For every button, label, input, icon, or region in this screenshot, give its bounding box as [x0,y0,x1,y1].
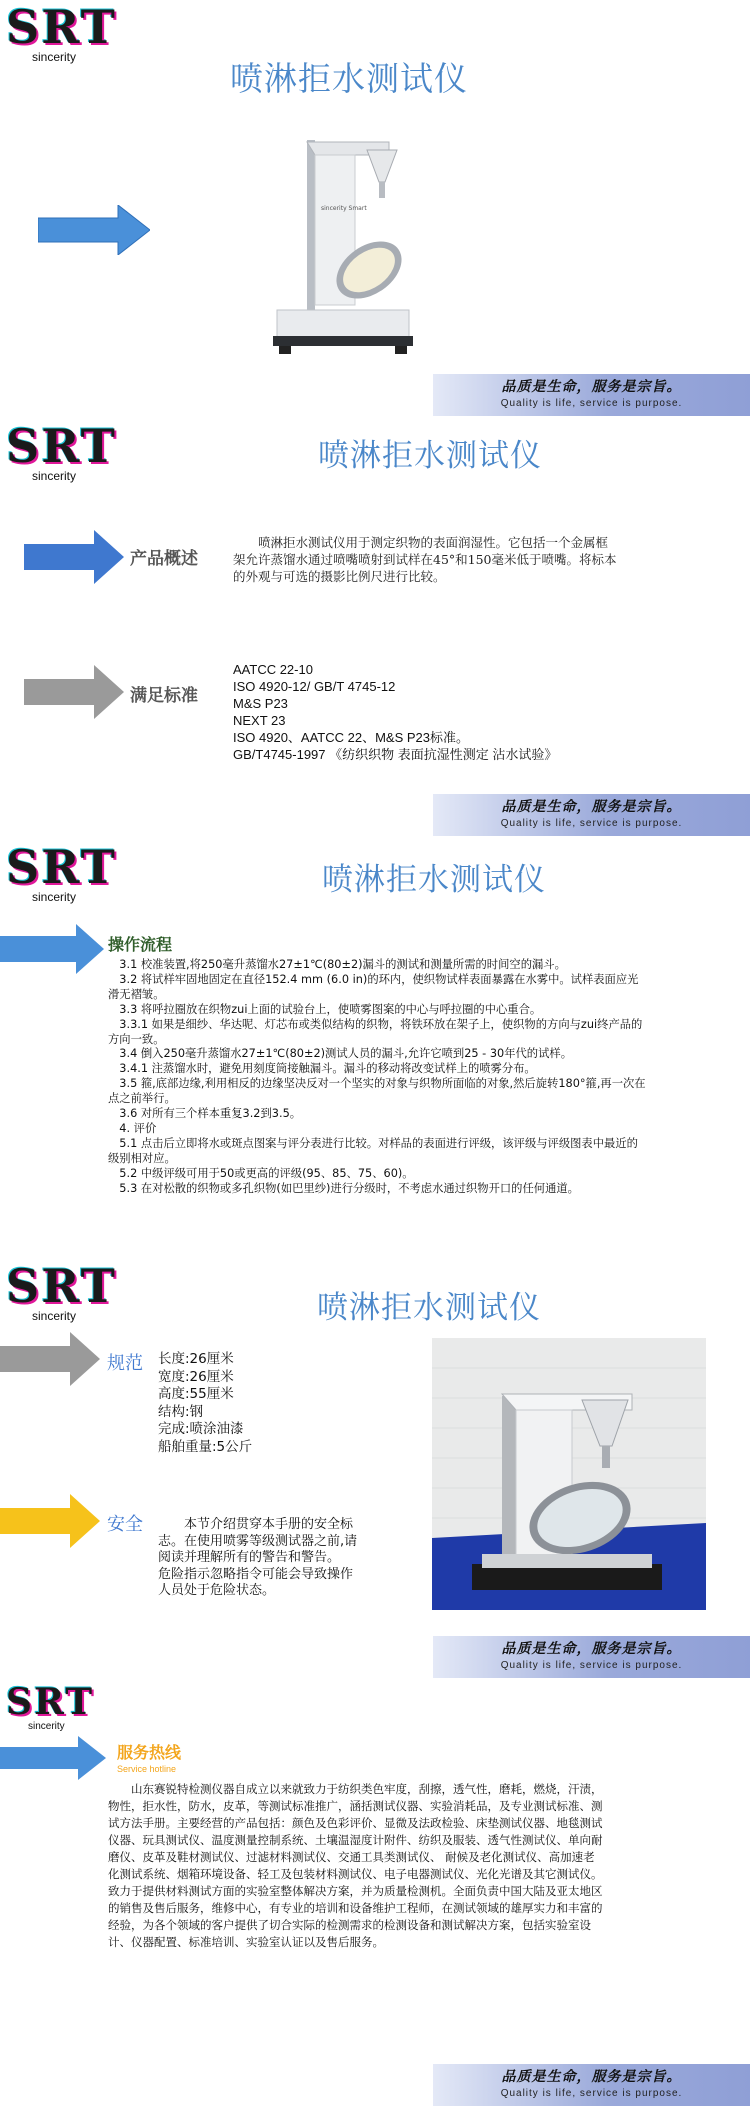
logo-sub: sincerity [32,890,77,904]
section-process [0,840,750,1260]
process-label: 操作流程 [108,935,173,954]
process-text: 3.1 校准装置,将250毫升蒸馏水27±1℃(80±2)漏斗的测试和测量所需的时间空的漏斗。 3.2 将试样牢固地固定在直径152.4 mm (6.0 in)的环内，使织物试样表面暴露在水雾中。试样表面应光滑无褶皱。 3.3 将呼拉圈放在织物zui上面的试验台上，使喷雾图案的中心与呼拉圈的中心重合。 3.3.1 如果是细纱、华达呢、灯芯布或类似结构的织物，将铁环放在架子上，使织物的方向与zui终产品的方向一致。 3.4 倒入250毫升蒸馏水27±1℃(80±2)测试人员的漏斗,允许它喷到25 - 30年代的试样。 3.4.1 注蒸馏水时，避免用刻度筒接触漏斗。漏斗的移动将改变试样上的喷雾分布。 3.5 箍,底部边缘,利用相反的边缘坚决反对一个坚实的对象与织物所面临的对象,然后旋转180°箍,再一次在点之前举行。 3.6 对所有三个样本重复3.2到3.5。 4. 评价 5.1 点击后立即将水或斑点图案与评分表进行比较。对样品的表面进行评级，该评级与评级图表中最近的级别相对应。 5.2 中级评级可用于50或更高的评级(95、85、75、60)。 5.3 在对松散的织物或多孔织物(如巴里纱)进行分级时，不考虑水通过织物开口的任何通道。 [108,958,646,1195]
overview-text: 喷淋拒水测试仪用于测定织物的表面润湿性。它包括一个金属框架允许蒸馏水通过喷嘴喷射到试样在45°和150毫米低于喷嘴。将标本的外观与可选的摄影比例尺进行比较。 [233,535,617,584]
slogan-en: Quality is life, service is purpose. [500,398,683,409]
standard-item: NEXT 23 [233,713,286,728]
logo-sub: sincerity [28,1721,65,1732]
svg-text:sincerity Smart: sincerity Smart [321,205,367,212]
hotline-en: Service hotline [117,1764,177,1774]
logo-letters: SRT [6,840,117,894]
arrow-right-icon [0,1736,106,1780]
arrow-right-icon [0,1332,100,1386]
slogan-cn: 品质是生命，服务是宗旨。 [501,379,682,395]
spec-item: 宽度:26厘米 [158,1368,234,1385]
section-overview [0,420,750,840]
arrow-right-icon [38,205,150,255]
slogan-banner [433,1636,750,1678]
logo-sub: sincerity [32,469,77,483]
overview-label: 产品概述 [130,549,198,569]
spec-label: 规范 [107,1353,143,1374]
slogan-en: Quality is life, service is purpose. [500,1660,683,1671]
logo-letters: SRT [6,1681,95,1723]
spec-list [158,1351,252,1457]
standard-item: ISO 4920、AATCC 22、M&S P23标准。 [233,730,470,745]
section-hotline [0,1680,750,2109]
arrow-right-icon [0,924,104,974]
standards-list [233,661,653,763]
page-title: 喷淋拒水测试仪 [317,1290,541,1326]
slogan-banner [433,794,750,836]
arrow-right-icon [24,530,124,584]
slogan-cn: 品质是生命，服务是宗旨。 [501,799,682,815]
slogan-cn: 品质是生命，服务是宗旨。 [501,1641,682,1657]
company-text: 山东赛锐特检测仪器自成立以来就致力于纺织类色牢度，刮擦，透气性，磨耗，燃烧，汗渍，物性，拒水性，防水，皮革，等测试标准推广，涵括测试仪器、实验消耗品，及专业测试标准、测试方法手册。主要经营的产品包括：颜色及色彩评价、显微及法政检验、床垫测试仪器、地毯测试仪器、玩具测试仪、温度测量控制系统、土壤温湿度计附件、纺织及服装、透气性测试仪、单向耐磨仪、皮革及鞋材测试仪、过滤材料测试仪、交通工具类测试仪、 耐候及老化测试仪、高加速老化测试系统、烟箱环境设备、轻工及包装材料测试仪、电子电器测试仪、光化光谱及其它测试仪。致力于提供材料测试方面的实验室整体解决方案，并为质量检测机。全面负责中国大陆及亚太地区的销售及售后服务，维修中心，有专业的培训和设备维护工程师，在测试领域的雄厚实力和丰富的经验，为各个领域的客户提供了切合实际的检测需求的检测设备和测试解决方案，包括实验室设计、仪器配置、标准培训、实验室认证以及售后服务。 [108,1782,603,1949]
logo [6,1259,117,1323]
spray-tester-illustration [249,120,431,360]
product-image [249,120,431,360]
spec-item: 长度:26厘米 [158,1351,234,1367]
page-title: 喷淋拒水测试仪 [318,438,542,474]
section-hero [0,0,750,420]
slogan-en: Quality is life, service is purpose. [500,818,683,829]
logo [6,419,117,483]
slogan-banner [433,374,750,416]
standard-item: AATCC 22-10 [233,662,313,677]
logo-sub: sincerity [32,1309,77,1323]
standard-item: ISO 4920-12/ GB/T 4745-12 [233,679,396,694]
section-specs [0,1260,750,1680]
standard-item: GB/T4745-1997 《纺织织物 表面抗湿性测定 沾水试验》 [233,747,558,762]
logo-sub: sincerity [32,50,77,64]
arrow-right-icon [0,1494,100,1548]
arrow-right-icon [24,665,124,719]
spec-item: 结构:钢 [158,1403,204,1420]
spec-item: 完成:喷涂油漆 [158,1421,244,1438]
safety-label: 安全 [107,1514,143,1535]
safety-text: 本节介绍贯穿本手册的安全标志。在使用喷雾等级测试器之前,请阅读并理解所有的警告和警告。 危险指示忽略指令可能会导致操作人员处于危险状态。 [158,1517,360,1598]
logo [6,840,117,904]
spec-item: 船舶重量:5公斤 [158,1438,253,1455]
slogan-banner [433,2064,750,2106]
logo-letters: SRT [6,0,117,54]
page-title: 喷淋拒水测试仪 [230,59,468,98]
standard-item: M&S P23 [233,696,288,711]
logo [6,1683,94,1732]
logo-letters: SRT [6,1259,117,1313]
page-title: 喷淋拒水测试仪 [322,862,546,898]
spray-tester-photo-illustration [432,1338,706,1610]
logo [6,0,117,64]
product-photo [432,1338,706,1610]
standards-label: 满足标准 [130,686,198,706]
logo-letters: SRT [6,419,117,473]
spec-item: 高度:55厘米 [158,1386,234,1403]
slogan-cn: 品质是生命，服务是宗旨。 [501,2069,682,2085]
hotline-label: 服务热线 [117,1743,182,1762]
slogan-en: Quality is life, service is purpose. [500,2088,683,2099]
